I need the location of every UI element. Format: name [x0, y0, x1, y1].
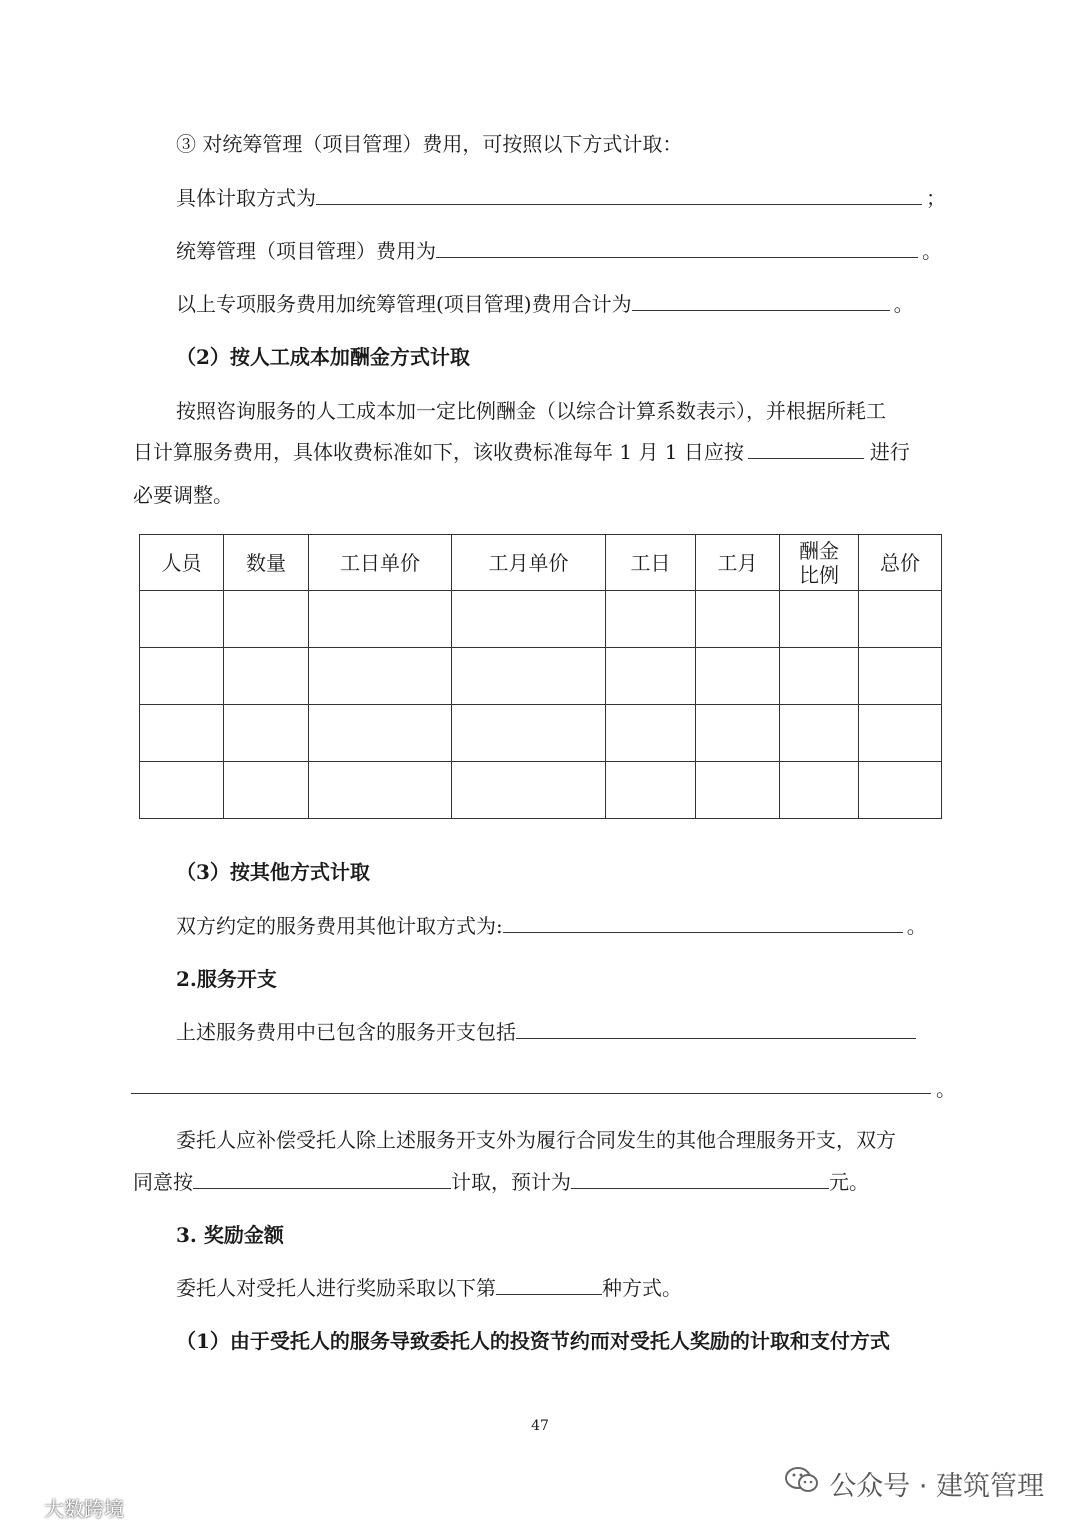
reward-method-prefix: 委托人对受托人进行奖励采取以下第 [176, 1276, 496, 1300]
compensation-basis-blank[interactable] [193, 1168, 451, 1189]
header-workmonths: 工月 [696, 535, 780, 591]
watermark-account-text: 公众号 · 建筑管理 [829, 1471, 1044, 1502]
header-workdays: 工日 [606, 535, 696, 591]
table-cell[interactable] [780, 591, 859, 648]
table-row [140, 591, 942, 648]
table-cell[interactable] [606, 705, 696, 762]
method-end: ； [926, 186, 946, 210]
watermark-brand-text: 大数跨境 [44, 1497, 124, 1521]
table-cell[interactable] [780, 705, 859, 762]
included-expenses-continuation-rule[interactable] [131, 1093, 931, 1094]
header-total: 总价 [859, 535, 942, 591]
rate-table [139, 534, 942, 819]
other-method-end: 。 [906, 914, 927, 938]
compensation-middle: 计取，预计为 [451, 1170, 571, 1194]
included-expenses-blank[interactable] [516, 1018, 916, 1039]
fee-blank[interactable] [436, 237, 918, 258]
total-line [176, 290, 914, 318]
wechat-icon [785, 1466, 819, 1501]
header-monthly-rate: 工月单价 [452, 535, 606, 591]
header-personnel: 人员 [140, 535, 224, 591]
section-2-para-line3: 必要调整。 [133, 483, 233, 507]
table-cell[interactable] [309, 762, 452, 819]
table-row [140, 648, 942, 705]
table-cell[interactable] [606, 648, 696, 705]
header-remuneration: 酬金 [799, 538, 839, 563]
method-label: 具体计取方式为 [176, 186, 316, 210]
table-cell[interactable] [696, 705, 780, 762]
reward-method-suffix: 种方式。 [602, 1276, 682, 1300]
method-blank[interactable] [316, 184, 922, 205]
table-cell[interactable] [309, 591, 452, 648]
table-cell[interactable] [780, 648, 859, 705]
table-cell[interactable] [859, 705, 942, 762]
watermark-account [785, 1464, 1044, 1503]
table-row [140, 762, 942, 819]
table-cell[interactable] [780, 762, 859, 819]
expenses-heading: 2.服务开支 [176, 967, 277, 991]
included-expenses-line [176, 1018, 916, 1046]
table-row [140, 705, 942, 762]
table-cell[interactable] [696, 591, 780, 648]
table-cell[interactable] [606, 591, 696, 648]
table-cell[interactable] [224, 762, 309, 819]
table-cell[interactable] [309, 648, 452, 705]
page-number: 47 [531, 1418, 549, 1434]
reward-heading: 3. 奖励金额 [176, 1223, 284, 1247]
watermark-brand [10, 1493, 124, 1522]
table-cell[interactable] [452, 648, 606, 705]
reward-method-blank[interactable] [496, 1274, 602, 1295]
section-2-heading: （2）按人工成本加酬金方式计取 [176, 345, 470, 369]
header-remuneration-ratio [780, 535, 859, 591]
table-cell[interactable] [696, 648, 780, 705]
included-expenses-label: 上述服务费用中已包含的服务开支包括 [176, 1020, 516, 1044]
table-cell[interactable] [452, 762, 606, 819]
header-quantity: 数量 [224, 535, 309, 591]
total-blank[interactable] [632, 290, 890, 311]
compensation-amount-blank[interactable] [571, 1168, 829, 1189]
compensation-unit: 元。 [829, 1170, 869, 1194]
table-cell[interactable] [140, 591, 224, 648]
table-cell[interactable] [859, 762, 942, 819]
table-header-row [140, 535, 942, 591]
section-3-heading: （3）按其他方式计取 [176, 860, 370, 884]
table-cell[interactable] [140, 705, 224, 762]
table-cell[interactable] [452, 705, 606, 762]
compensation-line2 [133, 1168, 869, 1196]
table-cell[interactable] [606, 762, 696, 819]
brand-logo-icon [10, 1495, 40, 1520]
table-cell[interactable] [452, 591, 606, 648]
fee-label: 统筹管理（项目管理）费用为 [176, 239, 436, 263]
table-cell[interactable] [140, 762, 224, 819]
para-line2-end: 进行 [869, 440, 910, 464]
reward-method-line [176, 1274, 682, 1302]
section-c-intro-text: 对统筹管理（项目管理）费用，可按照以下方式计取： [202, 132, 683, 156]
para-line2-text: 日计算服务费用，具体收费标准如下，该收费标准每年 1 月 1 日应按 [133, 440, 744, 464]
header-daily-rate: 工日单价 [309, 535, 452, 591]
total-end: 。 [893, 292, 914, 316]
method-line [176, 184, 946, 212]
header-ratio: 比例 [799, 562, 839, 587]
table-cell[interactable] [696, 762, 780, 819]
table-cell[interactable] [859, 591, 942, 648]
circled-marker: ③ [176, 132, 196, 156]
reward-sub1: （1）由于受托人的服务导致委托人的投资节约而对受托人奖励的计取和支付方式 [176, 1329, 890, 1353]
other-method-blank[interactable] [503, 912, 903, 933]
section-2-para-line1: 按照咨询服务的人工成本加一定比例酬金（以综合计算系数表示），并根据所耗工 [176, 399, 886, 423]
table-cell[interactable] [309, 705, 452, 762]
compensation-line1: 委托人应补偿受托人除上述服务开支外为履行合同发生的其他合理服务开支，双方 [176, 1128, 896, 1152]
fee-line [176, 237, 942, 265]
adjust-basis-blank[interactable] [748, 438, 864, 459]
table-cell[interactable] [224, 648, 309, 705]
section-2-para-line2 [133, 438, 910, 466]
other-method-line [176, 912, 927, 940]
table-cell[interactable] [224, 705, 309, 762]
total-label: 以上专项服务费用加统筹管理(项目管理)费用合计为 [176, 292, 632, 316]
fee-end: 。 [922, 239, 942, 263]
section-c-intro [176, 130, 682, 158]
table-cell[interactable] [859, 648, 942, 705]
compensation-prefix: 同意按 [133, 1170, 193, 1194]
included-expenses-end: 。 [936, 1077, 956, 1101]
other-method-label: 双方约定的服务费用其他计取方式为: [176, 914, 503, 938]
table-cell[interactable] [140, 648, 224, 705]
table-cell[interactable] [224, 591, 309, 648]
